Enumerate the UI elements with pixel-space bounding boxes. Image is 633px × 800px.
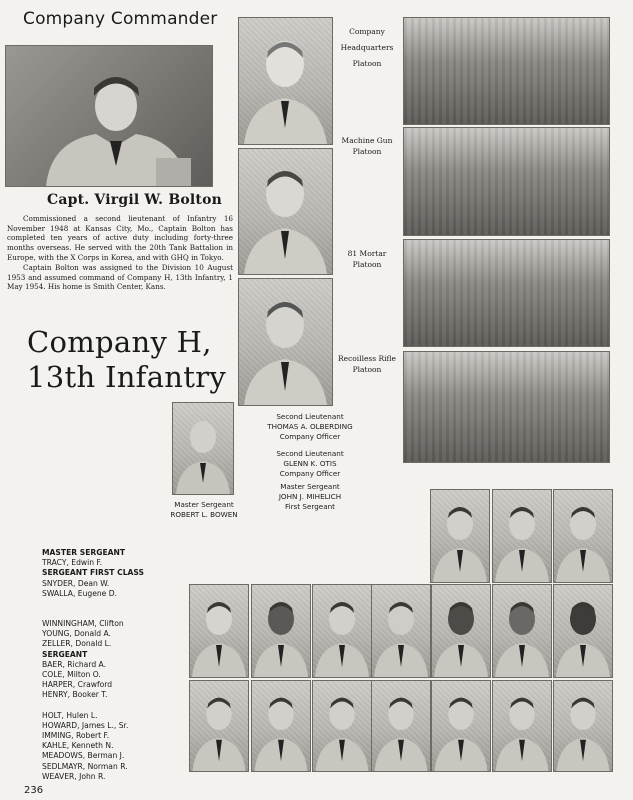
commander-photo <box>5 45 213 187</box>
enlisted-portrait <box>312 584 372 678</box>
roster <box>42 548 144 782</box>
platoon-label: Company Headquarters Platoon <box>340 27 394 68</box>
officer-caption: Second Lieutenant THOMAS A. OLBERDING Company Officer <box>267 412 353 441</box>
roster-name: YOUNG, Donald A. <box>42 629 111 639</box>
roster-name: BAER, Richard A. <box>42 659 107 669</box>
enlisted-portrait <box>312 680 372 772</box>
enlisted-portrait <box>553 584 613 678</box>
platoon-label: Recoilless Rifle Platoon <box>337 354 396 374</box>
bowen-caption: Master Sergeant ROBERT L. BOWEN <box>170 500 238 519</box>
platoon-group-photo <box>403 127 610 236</box>
roster-rank-heading: SERGEANT <box>42 649 88 659</box>
roster-name: HOLT, Hulen L. <box>42 710 98 720</box>
enlisted-portrait <box>431 584 491 678</box>
bowen-portrait <box>172 402 234 495</box>
company-title-line-2: 13th Infantry <box>27 360 227 394</box>
enlisted-portrait <box>492 680 552 772</box>
roster-name: HARPER, Crawford <box>42 680 113 690</box>
enlisted-portrait <box>492 489 552 583</box>
commander-name: Capt. Virgil W. Bolton <box>47 192 222 208</box>
enlisted-portrait <box>371 680 431 772</box>
roster-name: WEAVER, John R. <box>42 771 106 781</box>
enlisted-portrait <box>430 489 490 583</box>
roster-rank-heading: SERGEANT FIRST CLASS <box>42 568 145 578</box>
commander-section-title: Company Commander <box>23 9 218 29</box>
roster-name: IMMING, Robert F. <box>42 731 110 741</box>
commander-portrait-icon <box>6 46 212 186</box>
roster-name: KAHLE, Kenneth N. <box>42 741 114 751</box>
enlisted-portrait <box>553 680 613 772</box>
platoon-label: 81 Mortar Platoon <box>347 249 387 269</box>
officer-portrait <box>238 278 333 406</box>
platoon-group-photo <box>403 239 610 347</box>
roster-rank-heading: MASTER SERGEANT <box>42 548 126 557</box>
commander-bio-paragraph-2: Captain Bolton was assigned to the Division 10 August 1953 and assumed command of Company H, 13th Infantry, 1 May 1954. His home is Smith Center, Kans. <box>7 263 233 292</box>
roster-name: TRACY, Edwin F. <box>42 558 103 568</box>
roster-name: WINNINGHAM, Clifton <box>42 619 124 629</box>
officer-portrait <box>238 148 333 275</box>
enlisted-portrait <box>189 680 249 772</box>
roster-name: HENRY, Booker T. <box>42 690 108 700</box>
enlisted-portrait <box>251 584 311 678</box>
officer-portrait <box>238 17 333 145</box>
enlisted-portrait <box>189 584 249 678</box>
enlisted-portrait <box>431 680 491 772</box>
enlisted-portrait <box>371 584 431 678</box>
roster-name: SNYDER, Dean W. <box>42 578 110 588</box>
platoon-group-photo <box>403 17 610 125</box>
company-title <box>27 325 226 395</box>
roster-name: MEADOWS, Berman J. <box>42 751 125 761</box>
roster-name: COLE, Milton O. <box>42 670 101 680</box>
platoon-group-photo <box>403 351 610 463</box>
roster-name: SEDLMAYR, Norman R. <box>42 761 128 771</box>
platoon-label: Machine Gun Platoon <box>341 136 393 156</box>
page-number: 236 <box>24 785 44 796</box>
enlisted-portrait <box>251 680 311 772</box>
roster-name: ZELLER, Donald L. <box>42 639 112 649</box>
roster-name: HOWARD, James L., Sr. <box>42 720 129 730</box>
officer-caption: Second Lieutenant GLENN K. OTIS Company Officer <box>276 449 344 478</box>
commander-bio-paragraph-1: Commissioned a second lieutenant of Infantry 16 November 1948 at Kansas City, Mo., Captain Bolton has completed ten years of active duty including forty-three months overseas. He served with the 20th Tank Battalion in Europe, with the X Corps in Korea, and with GHQ in Tokyo. <box>7 214 233 262</box>
officer-caption: Master Sergeant JOHN J. MIHELICH First Sergeant <box>278 482 342 511</box>
roster-name: SWALLA, Eugene D. <box>42 588 118 598</box>
enlisted-portrait <box>553 489 613 583</box>
company-title-line-1: Company H, <box>27 325 212 359</box>
enlisted-portrait <box>492 584 552 678</box>
